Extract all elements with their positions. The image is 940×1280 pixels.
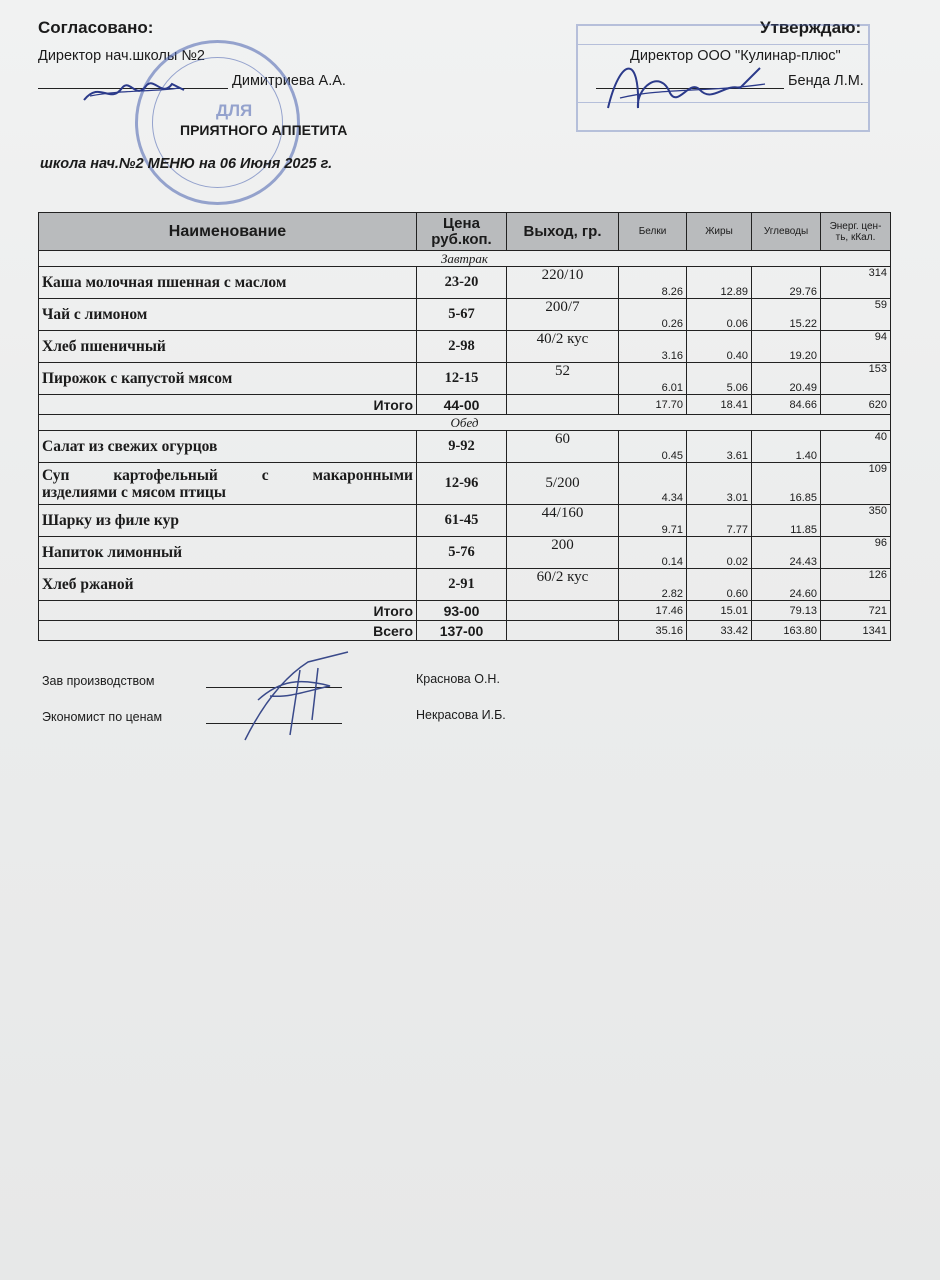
dish-output: 60 [507, 431, 619, 463]
production-label: Зав производством [42, 674, 155, 688]
approver-name: Димитриева А.А. [232, 73, 346, 89]
grand-total-price: 137-00 [417, 621, 507, 641]
dish-name: Чай с лимоном [39, 299, 417, 331]
dish-price: 61-45 [417, 505, 507, 537]
dish-output: 5/200 [507, 463, 619, 505]
grand-total-output [507, 621, 619, 641]
total-proteins: 17.46 [619, 601, 687, 621]
section-title: Обед [39, 415, 891, 431]
signature-right-icon [600, 48, 770, 128]
grand-total-carbs: 163.80 [752, 621, 821, 641]
table-row [39, 505, 891, 537]
signature-bottom-icon [230, 650, 360, 745]
grand-total-kcal: 1341 [821, 621, 891, 641]
section-title: Завтрак [39, 251, 891, 267]
production-name: Краснова О.Н. [416, 672, 500, 686]
dish-name: Напиток лимонный [39, 537, 417, 569]
dish-price: 5-76 [417, 537, 507, 569]
dish-kcal: 153 [821, 363, 891, 395]
dish-price: 9-92 [417, 431, 507, 463]
dish-proteins: 0.14 [619, 537, 687, 569]
col-name-header: Наименование [39, 213, 417, 251]
economist-name: Некрасова И.Б. [416, 708, 506, 722]
dish-price: 2-91 [417, 569, 507, 601]
total-carbs: 84.66 [752, 395, 821, 415]
dish-name-line2: изделиями с мясом птицы [42, 483, 226, 501]
section-row-lunch [39, 415, 891, 431]
dish-carbs: 15.22 [752, 299, 821, 331]
dish-fats: 0.06 [687, 299, 752, 331]
dish-output: 200 [507, 537, 619, 569]
dish-carbs: 20.49 [752, 363, 821, 395]
dish-carbs: 24.43 [752, 537, 821, 569]
dish-name: Салат из свежих огурцов [39, 431, 417, 463]
col-carbs-header: Углеводы [752, 213, 821, 251]
dish-name-line1: Суп картофельный с макаронными [42, 466, 413, 484]
dish-carbs: 16.85 [752, 463, 821, 505]
dish-output: 44/160 [507, 505, 619, 537]
approver-position: Директор нач.школы №2 [38, 48, 205, 64]
total-carbs: 79.13 [752, 601, 821, 621]
grand-total-proteins: 35.16 [619, 621, 687, 641]
stamp-left-text: ДЛЯ [216, 101, 253, 120]
dish-name: Хлеб пшеничный [39, 331, 417, 363]
dish-name: Шарку из филе кур [39, 505, 417, 537]
signature-left-icon [80, 70, 190, 110]
economist-label: Экономист по ценам [42, 710, 163, 724]
dish-output: 60/2 кус [507, 569, 619, 601]
total-label: Итого [39, 395, 417, 415]
dish-price: 23-20 [417, 267, 507, 299]
col-proteins-header: Белки [619, 213, 687, 251]
table-header-row [39, 213, 891, 251]
total-row-breakfast [39, 395, 891, 415]
dish-price: 5-67 [417, 299, 507, 331]
confirmer-position: Директор ООО "Кулинар-плюс" [630, 48, 841, 64]
dish-fats: 7.77 [687, 505, 752, 537]
dish-fats: 3.61 [687, 431, 752, 463]
dish-output: 52 [507, 363, 619, 395]
total-fats: 15.01 [687, 601, 752, 621]
total-row-lunch [39, 601, 891, 621]
dish-fats: 0.40 [687, 331, 752, 363]
dish-kcal: 314 [821, 267, 891, 299]
dish-name: Пирожок с капустой мясом [39, 363, 417, 395]
total-price: 93-00 [417, 601, 507, 621]
dish-kcal: 96 [821, 537, 891, 569]
dish-kcal: 126 [821, 569, 891, 601]
confirm-title: Утверждаю: [760, 18, 862, 37]
total-fats: 18.41 [687, 395, 752, 415]
total-price: 44-00 [417, 395, 507, 415]
confirmer-name: Бенда Л.М. [788, 73, 864, 89]
grand-total-label: Всего [39, 621, 417, 641]
total-output [507, 601, 619, 621]
grand-total-row [39, 621, 891, 641]
total-proteins: 17.70 [619, 395, 687, 415]
dish-fats: 0.02 [687, 537, 752, 569]
col-price-header: Цена руб.коп. [417, 213, 507, 251]
total-kcal: 620 [821, 395, 891, 415]
dish-proteins: 0.26 [619, 299, 687, 331]
menu-table [38, 212, 891, 641]
grand-total-fats: 33.42 [687, 621, 752, 641]
dish-carbs: 1.40 [752, 431, 821, 463]
col-fats-header: Жиры [687, 213, 752, 251]
dish-proteins: 2.82 [619, 569, 687, 601]
dish-kcal: 350 [821, 505, 891, 537]
section-row-breakfast [39, 251, 891, 267]
table-row [39, 569, 891, 601]
dish-proteins: 9.71 [619, 505, 687, 537]
dish-output: 40/2 кус [507, 331, 619, 363]
dish-proteins: 6.01 [619, 363, 687, 395]
dish-carbs: 19.20 [752, 331, 821, 363]
dish-fats: 3.01 [687, 463, 752, 505]
dish-name: Хлеб ржаной [39, 569, 417, 601]
table-row [39, 363, 891, 395]
dish-output: 220/10 [507, 267, 619, 299]
dish-proteins: 4.34 [619, 463, 687, 505]
table-row [39, 463, 891, 505]
dish-carbs: 24.60 [752, 569, 821, 601]
dish-kcal: 109 [821, 463, 891, 505]
total-kcal: 721 [821, 601, 891, 621]
dish-proteins: 3.16 [619, 331, 687, 363]
col-output-header: Выход, гр. [507, 213, 619, 251]
total-output [507, 395, 619, 415]
dish-kcal: 59 [821, 299, 891, 331]
dish-output: 200/7 [507, 299, 619, 331]
dish-price: 2-98 [417, 331, 507, 363]
dish-kcal: 94 [821, 331, 891, 363]
approved-title: Согласовано: [38, 18, 154, 37]
menu-title: школа нач.№2 МЕНЮ на 06 Июня 2025 г. [40, 156, 333, 172]
dish-proteins: 0.45 [619, 431, 687, 463]
dish-name [39, 463, 417, 505]
dish-carbs: 11.85 [752, 505, 821, 537]
dish-fats: 5.06 [687, 363, 752, 395]
greeting-heading: ПРИЯТНОГО АППЕТИТА [180, 122, 348, 138]
dish-fats: 0.60 [687, 569, 752, 601]
dish-fats: 12.89 [687, 267, 752, 299]
table-row [39, 431, 891, 463]
dish-name: Каша молочная пшенная с маслом [39, 267, 417, 299]
total-label: Итого [39, 601, 417, 621]
table-row [39, 537, 891, 569]
dish-carbs: 29.76 [752, 267, 821, 299]
table-row [39, 299, 891, 331]
dish-proteins: 8.26 [619, 267, 687, 299]
table-row [39, 331, 891, 363]
table-row [39, 267, 891, 299]
dish-price: 12-15 [417, 363, 507, 395]
dish-price: 12-96 [417, 463, 507, 505]
dish-kcal: 40 [821, 431, 891, 463]
col-energy-header: Энерг. цен-ть, кКал. [821, 213, 891, 251]
